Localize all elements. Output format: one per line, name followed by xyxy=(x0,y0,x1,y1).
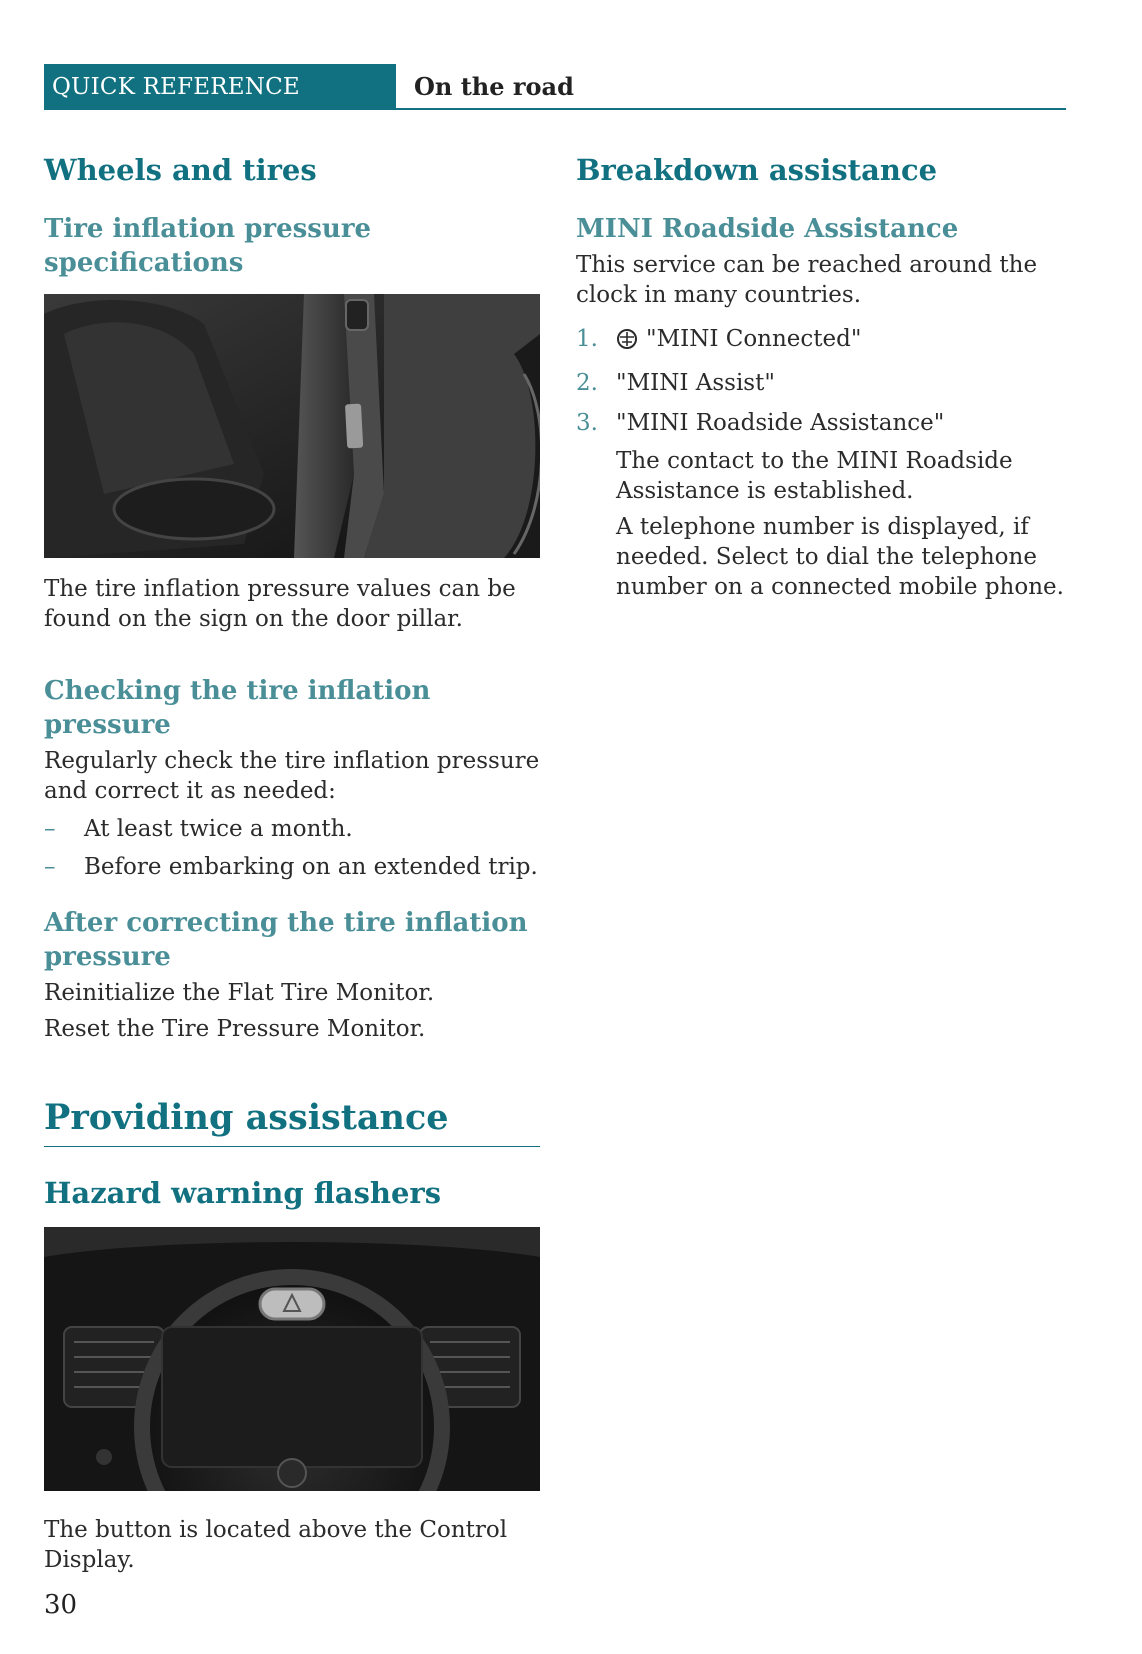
step-text: "MINI Assist" xyxy=(616,370,775,396)
list-item-text: At least twice a month. xyxy=(84,816,353,842)
list-item xyxy=(576,408,1076,602)
list-item xyxy=(576,368,1076,398)
step-number: 1. xyxy=(576,326,598,352)
tire-spec-text: The tire inflation pressure values can be found on the sign on the door pillar. xyxy=(44,576,516,632)
chapter-title: On the road xyxy=(414,72,574,101)
list-item-text: Before embarking on an extended trip. xyxy=(84,854,538,880)
roadside-text: This service can be reached around the clock in many countries. xyxy=(576,252,1038,308)
providing-assistance-heading: Providing assistance xyxy=(44,1097,449,1138)
list-item xyxy=(44,814,540,844)
breakdown-heading: Breakdown assistance xyxy=(576,153,938,187)
tire-spec-heading: Tire inflation pressure specifications xyxy=(44,214,372,278)
after-correcting-heading: After correcting the tire inflation pressure xyxy=(44,908,528,972)
dashboard-illustration xyxy=(44,1227,540,1491)
steps-list xyxy=(576,324,1076,602)
checking-text: Regularly check the tire inflation pressure and correct it as needed: xyxy=(44,748,540,804)
door-pillar-photo xyxy=(44,294,540,558)
step-note: A telephone number is displayed, if needed. Select to dial the telephone number on a connected mobile phone. xyxy=(616,514,1064,600)
dash-bullet: – xyxy=(44,816,56,842)
roadside-heading: MINI Roadside Assistance xyxy=(576,214,959,244)
step-number: 2. xyxy=(576,370,598,396)
list-item xyxy=(576,324,1076,358)
right-column xyxy=(576,150,1076,612)
step-text: "MINI Roadside Assistance" xyxy=(616,410,945,436)
mini-connected-icon xyxy=(616,328,638,358)
header-rule xyxy=(396,108,1066,110)
after-text-tire-pressure: Reset the Tire Pressure Monitor. xyxy=(44,1016,426,1042)
hazard-button-photo xyxy=(44,1227,540,1491)
step-text: "MINI Connected" xyxy=(646,326,862,352)
checking-heading: Checking the tire inflation pressure xyxy=(44,676,431,740)
dash-bullet: – xyxy=(44,854,56,880)
door-pillar-illustration xyxy=(44,294,540,558)
step-note: The contact to the MINI Roadside Assistance is established. xyxy=(616,448,1013,504)
hazard-heading: Hazard warning flashers xyxy=(44,1176,442,1210)
section-rule xyxy=(44,1146,540,1147)
section-label: QUICK REFERENCE xyxy=(44,64,396,110)
after-text-flat-tire: Reinitialize the Flat Tire Monitor. xyxy=(44,980,435,1006)
step-number: 3. xyxy=(576,410,598,436)
wheels-tires-heading: Wheels and tires xyxy=(44,153,317,187)
left-column xyxy=(44,150,540,1575)
checking-list xyxy=(44,814,540,882)
hazard-text: The button is located above the Control Display. xyxy=(44,1517,508,1573)
list-item xyxy=(44,852,540,882)
page-number: 30 xyxy=(44,1590,78,1620)
